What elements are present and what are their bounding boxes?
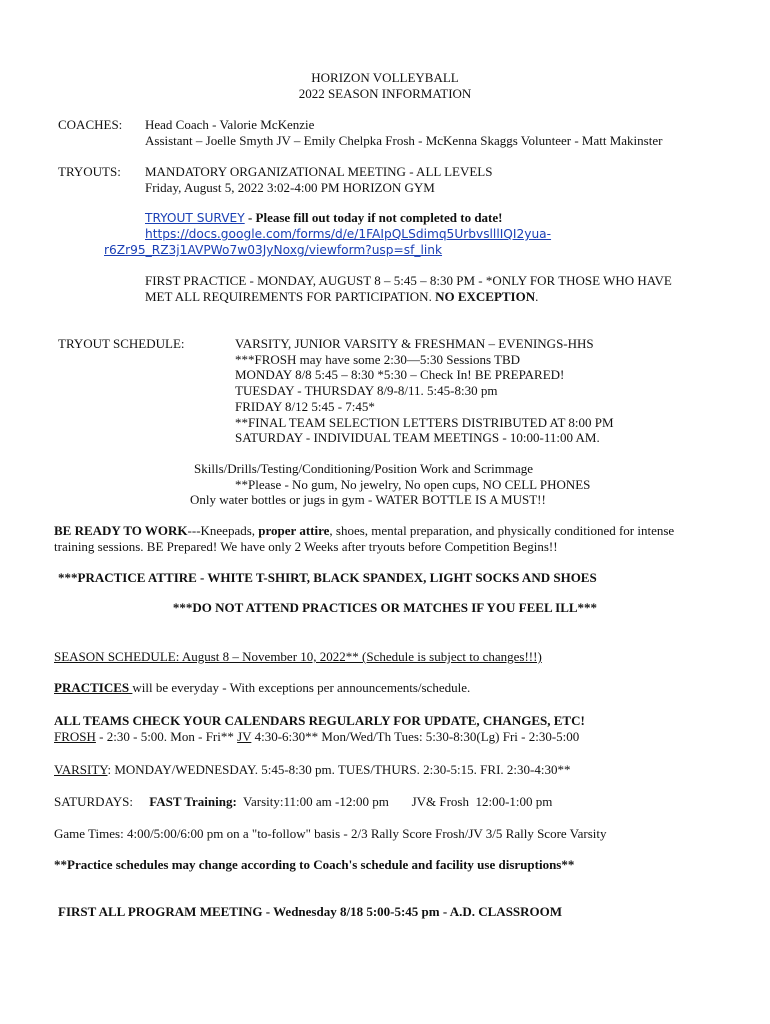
organizational-meeting: MANDATORY ORGANIZATIONAL MEETING - ALL LEVELS [145, 164, 493, 179]
practice-schedule-change: **Practice schedules may change according to Coach's schedule and facility use disruptions** [54, 857, 575, 872]
frosh-label: FROSH [54, 729, 96, 744]
varsity-line [54, 762, 570, 778]
schedule-line: MONDAY 8/8 5:45 – 8:30 *5:30 – Check In! BE PREPARED! [235, 367, 565, 382]
skills-line: Skills/Drills/Testing/Conditioning/Position Work and Scrimmage [194, 461, 534, 476]
check-calendars: ALL TEAMS CHECK YOUR CALENDARS REGULARLY FOR UPDATE, CHANGES, ETC! [54, 713, 585, 728]
schedule-line: VARSITY, JUNIOR VARSITY & FRESHMAN – EVENINGS-HHS [235, 336, 594, 351]
schedule-line: SATURDAY - INDIVIDUAL TEAM MEETINGS - 10:00-11:00 AM. [235, 430, 600, 445]
game-times: Game Times: 4:00/5:00/6:00 pm on a "to-follow" basis - 2/3 Rally Score Frosh/JV 3/5 Rally Score Varsity [54, 826, 607, 841]
please-line: **Please - No gum, No jewelry, No open cups, NO CELL PHONES [235, 477, 591, 492]
tryout-survey-link[interactable]: TRYOUT SURVEY [145, 211, 245, 225]
jv-label: JV [237, 729, 252, 744]
season-schedule: SEASON SCHEDULE: August 8 – November 10, 2022** (Schedule is subject to changes!!!) [54, 649, 542, 664]
first-practice-line1: FIRST PRACTICE - MONDAY, AUGUST 8 – 5:45 – 8:30 PM - *ONLY FOR THOSE WHO HAVE [145, 273, 672, 288]
saturdays-label: SATURDAYS: [54, 794, 150, 809]
jv-text: 4:30-6:30** Mon/Wed/Th Tues: 5:30-8:30(Lg) Fri - 2:30-5:00 [251, 729, 580, 744]
first-program-meeting: FIRST ALL PROGRAM MEETING - Wednesday 8/18 5:00-5:45 pm - A.D. CLASSROOM [58, 904, 563, 919]
assistant-coaches: Assistant – Joelle Smyth JV – Emily Chelpka Frosh - McKenna Skaggs Volunteer - Matt Makinster [145, 133, 663, 148]
tryout-schedule-label: TRYOUT SCHEDULE: [58, 336, 185, 351]
head-coach: Head Coach - Valorie McKenzie [145, 117, 315, 132]
saturdays-text: Varsity:11:00 am -12:00 pm JV& Frosh 12:00-1:00 pm [236, 794, 553, 809]
be-ready-line2: training sessions. BE Prepared! We have only 2 Weeks after tryouts before Competition Begins!! [54, 539, 558, 554]
first-practice-text: MET ALL REQUIREMENTS FOR PARTICIPATION. [145, 289, 436, 304]
fast-training: FAST Training: [149, 794, 237, 809]
document-subtitle: 2022 SEASON INFORMATION [298, 86, 472, 101]
proper-attire: proper attire [258, 523, 330, 538]
survey-url-line2 [104, 242, 442, 258]
coaches-label: COACHES: [58, 117, 123, 132]
practices-text: will be everyday - With exceptions per announcements/schedule. [132, 680, 471, 695]
varsity-text: : MONDAY/WEDNESDAY. 5:45-8:30 pm. TUES/THURS. 2:30-5:15. FRI. 2:30-4:30** [107, 762, 571, 777]
first-practice-line2 [145, 289, 538, 305]
survey-url-1[interactable]: https://docs.google.com/forms/d/e/1FAIpQLSdimq5UrbvslllIQI2yua- [145, 227, 552, 241]
practices-line [54, 680, 470, 696]
tryout-survey-line [145, 210, 502, 226]
frosh-text: - 2:30 - 5:00. Mon - Fri** [95, 729, 238, 744]
be-ready-line1 [54, 523, 674, 539]
frosh-jv-line [54, 729, 579, 745]
practices-label: PRACTICES [54, 680, 133, 695]
period: . [535, 289, 539, 304]
practice-attire: ***PRACTICE ATTIRE - WHITE T-SHIRT, BLACK SPANDEX, LIGHT SOCKS AND SHOES [58, 570, 597, 585]
schedule-line: TUESDAY - THURSDAY 8/9-8/11. 5:45-8:30 pm [235, 383, 498, 398]
schedule-line: **FINAL TEAM SELECTION LETTERS DISTRIBUTED AT 8:00 PM [235, 415, 614, 430]
tryouts-label: TRYOUTS: [58, 164, 121, 179]
varsity-label: VARSITY [54, 762, 108, 777]
document-title: HORIZON VOLLEYBALL [311, 70, 459, 85]
water-line: Only water bottles or jugs in gym - WATER BOTTLE IS A MUST!! [190, 492, 546, 507]
survey-url-line1 [145, 226, 551, 242]
meeting-date: Friday, August 5, 2022 3:02-4:00 PM HORIZON GYM [145, 180, 435, 195]
schedule-line: ***FROSH may have some 2:30—5:30 Sessions TBD [235, 352, 521, 367]
schedule-line: FRIDAY 8/12 5:45 - 7:45* [235, 399, 375, 414]
saturdays-line [54, 794, 552, 810]
be-ready-text2: , shoes, mental preparation, and physically conditioned for intense [329, 523, 675, 538]
survey-note: - Please fill out today if not completed to date! [244, 210, 503, 225]
be-ready-text1: ---Kneepads, [187, 523, 259, 538]
survey-url-2[interactable]: r6Zr95_RZ3j1AVPWo7w03JyNoxg/viewform?usp=sf_link [104, 243, 443, 257]
do-not-attend-ill: ***DO NOT ATTEND PRACTICES OR MATCHES IF YOU FEEL ILL*** [172, 600, 598, 615]
be-ready-bold: BE READY TO WORK [54, 523, 188, 538]
no-exception: NO EXCEPTION [435, 289, 536, 304]
